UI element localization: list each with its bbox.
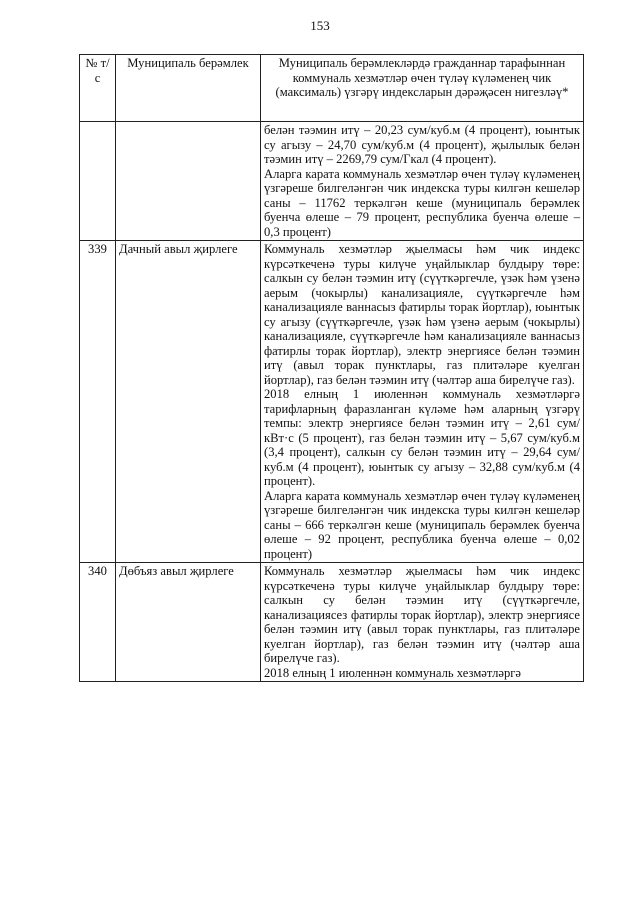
row-content	[261, 563, 584, 682]
row-municipality: Дөбъяз авыл җирлеге	[116, 563, 261, 682]
header-number: № т/с	[80, 55, 116, 122]
row-paragraph: белән тәэмин итү – 20,23 сум/куб.м (4 процент), юынтык су агызу – 24,70 сум/куб.м (4 процент), җылылык белән тәэмин итү – 2269,79 сум/Гкал (4 процент).	[264, 123, 580, 166]
row-paragraph: 2018 елның 1 июленнән коммуналь хезмәтләргә тарифларның фаразланган күләме һәм аларның үзгәрү темпы: электр энергиясе белән тәэмин итү – 2,61 сум/кВт·с (5 процент), газ белән тәэмин итү – 5,67 сум/куб.м (3,4 процент), салкын су белән тәэмин итү – 29,64 сум/куб.м (4 процент), юынтык су агызу – 32,88 сум/куб.м (4 процент).	[264, 387, 580, 488]
table-row	[80, 122, 584, 241]
header-index: Муниципаль берәмлекләрдә гражданнар тарафыннан коммуналь хезмәтләр өчен түләү күләменең чик (максималь) үзгәрү индексларын дәрәҗәсен нигезләү*	[261, 55, 584, 122]
row-paragraph: Коммуналь хезмәтләр җыелмасы һәм чик индекс күрсәткеченә туры килүче уңайлыклар булдыру төре: салкын су белән тәэмин итү (сүүткәргечле, үзәк һәм үзенә аерым (чокырлы) канализацияле, сүүткәргечле һәм канализацияле ваннасыз фатирлы торак йортлар), юынтык су агызу (сүүткәргечле, үзәк һәм үзенә аерым (чокырлы) канализацияле, сүүткәргечле һәм канализацияле ваннасыз фатирлы торак йортлар), электр энергиясе белән тәэмин итү (авыл торак пунктлары, газ плитәләре куелган йортлар), газ белән тәэмин итү (чәлтәр аша бирелүче газ).	[264, 242, 580, 387]
row-paragraph: Аларга карата коммуналь хезмәтләр өчен түләү күләменең үзгәреше билгеләнгән чик индекска туры килгән кешеләр саны – 666 теркәлгән кеше (муниципаль берәмлек буенча өлеше – 92 процент, республика буенча өлеше – 0,02 процент)	[264, 488, 580, 561]
table-row	[80, 241, 584, 563]
table-header-row	[80, 55, 584, 122]
row-content	[261, 241, 584, 563]
row-municipality	[116, 122, 261, 241]
header-municipality: Муниципаль берәмлек	[116, 55, 261, 122]
row-content	[261, 122, 584, 241]
row-municipality: Дачный авыл җирлеге	[116, 241, 261, 563]
row-number: 340	[80, 563, 116, 682]
row-paragraph: Аларга карата коммуналь хезмәтләр өчен түләү күләменең үзгәреше билгеләнгән чик индекска туры килгән кешеләр саны – 11762 теркәлгән кеше (муниципаль берәмлек буенча өлеше – 79 процент, республика буенча өлеше – 0,3 процент)	[264, 166, 580, 239]
row-paragraph: Коммуналь хезмәтләр җыелмасы һәм чик индекс күрсәткеченә туры килүче уңайлыклар булдыру төре: салкын су белән тәэмин итү (сүүткәргечле, канализациясез фатирлы торак йортлар), электр энергиясе белән тәэмин итү (авыл торак пунктлары, газ плитәләре куелган йортлар), газ белән тәэмин итү (чәлтәр аша бирелүче газ).	[264, 564, 580, 665]
page-number: 153	[310, 18, 330, 33]
table-row	[80, 563, 584, 682]
row-number: 339	[80, 241, 116, 563]
row-paragraph: 2018 елның 1 июленнән коммуналь хезмәтләргә	[264, 665, 521, 680]
row-number	[80, 122, 116, 241]
municipal-index-table	[79, 54, 584, 682]
